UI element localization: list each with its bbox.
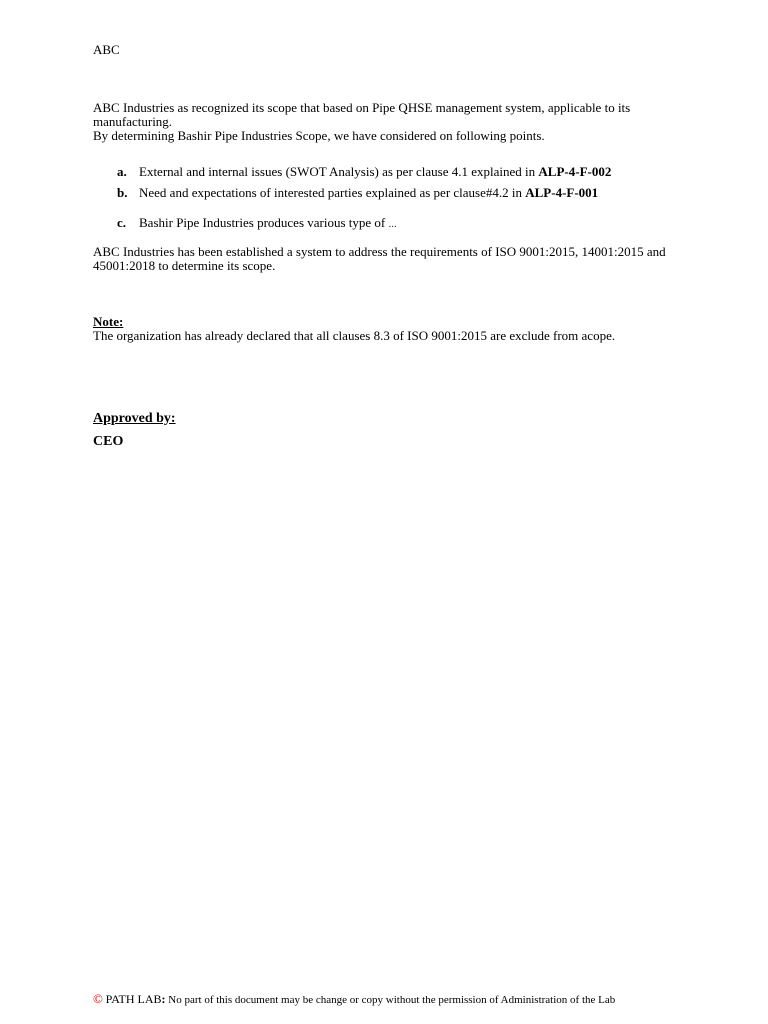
note-label: Note: (93, 314, 124, 329)
list-item (117, 216, 677, 230)
footer-colon: : (161, 992, 166, 1006)
point-text: Bashir Pipe Industries produces various type of (139, 215, 389, 230)
approver-name: CEO (93, 434, 124, 449)
list-item-text (139, 216, 397, 231)
scope-points-list (117, 165, 677, 230)
list-item-text (139, 165, 611, 179)
point-text: Need and expectations of interested parties explained as per clause#4.2 in (139, 185, 526, 200)
footer (93, 992, 713, 1007)
list-item-text (139, 186, 598, 200)
establishment-paragraph: ABC Industries has been established a system to address the requirements of ISO 9001:2015, 14001:2015 and 45001:2018 to determine its scope. (93, 244, 666, 273)
note-text: The organization has already declared that all clauses 8.3 of ISO 9001:2015 are exclude from acope. (93, 328, 616, 343)
footer-notice: No part of this document may be change or copy without the permission of Administration of the Lab (165, 994, 616, 1006)
point-text: External and internal issues (SWOT Analysis) as per clause 4.1 explained in (139, 164, 539, 179)
document-reference: ALP-4-F-002 (538, 164, 612, 179)
intro-line-2: By determining Bashir Pipe Industries Scope, we have considered on following points. (93, 128, 545, 143)
intro-line-1: ABC Industries as recognized its scope that based on Pipe QHSE management system, applicable to its manufacturing. (93, 100, 631, 129)
list-marker: a. (117, 164, 127, 179)
list-marker: c. (117, 215, 127, 230)
footer-brand: PATH LAB (105, 992, 162, 1006)
ellipsis: ... (388, 218, 397, 230)
approved-by-label: Approved by: (93, 411, 176, 426)
document-reference: ALP-4-F-001 (525, 185, 599, 200)
list-item (117, 165, 677, 179)
copyright-icon: © (93, 991, 103, 1006)
list-item (117, 186, 677, 200)
intro-paragraph (93, 101, 673, 143)
list-marker: b. (117, 185, 128, 200)
document-header: ABC (93, 42, 120, 57)
